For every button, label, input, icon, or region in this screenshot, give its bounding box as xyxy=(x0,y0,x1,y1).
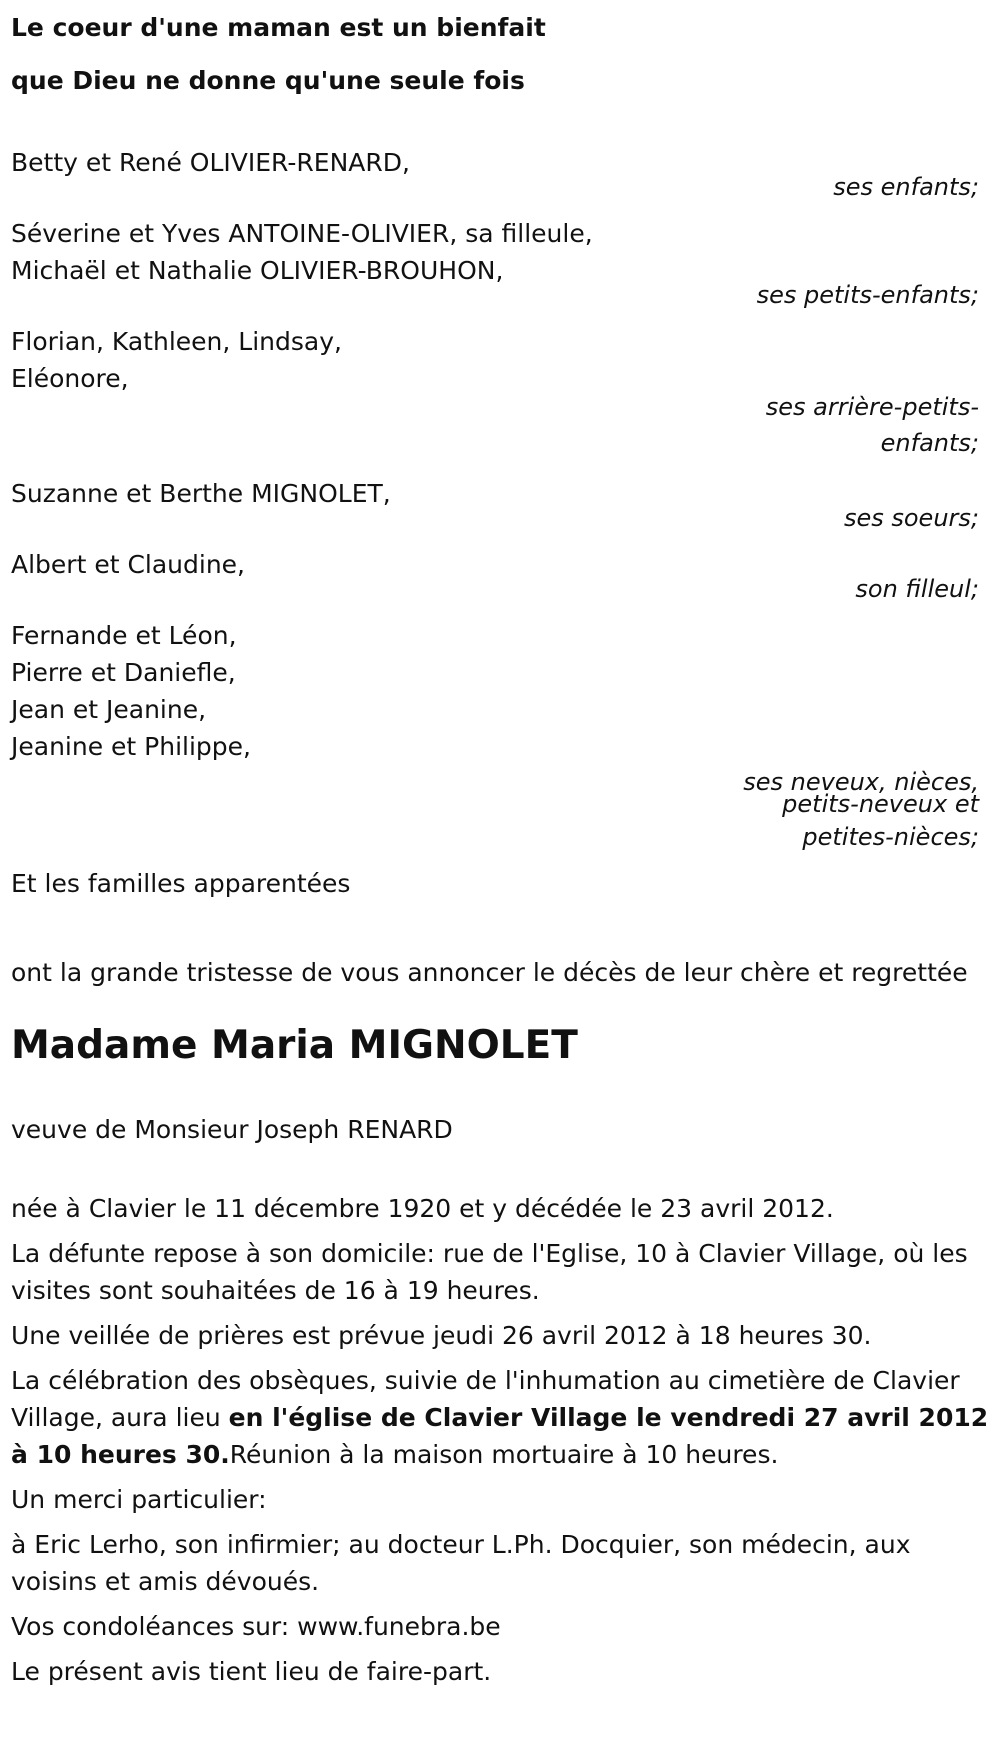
family-role: ses petits-enfants; xyxy=(756,281,979,309)
ceremony-paragraph xyxy=(11,1362,989,1473)
family-name: Suzanne et Berthe MIGNOLET, xyxy=(11,479,391,508)
thanks-title: Un merci particulier: xyxy=(11,1485,267,1514)
ceremony-gathering: Réunion à la maison mortuaire à 10 heures. xyxy=(229,1440,779,1469)
family-role: son filleul; xyxy=(855,575,979,603)
birth-death-line: née à Clavier le 11 décembre 1920 et y décédée le 23 avril 2012. xyxy=(11,1194,834,1223)
thanks-text: à Eric Lerho, son infirmier; au docteur L.Ph. Docquier, son médecin, aux voisins et amis dévoués. xyxy=(11,1530,911,1596)
family-group-nephews xyxy=(11,617,989,851)
family-name: Jeanine et Philippe, xyxy=(11,732,251,761)
family-name: Pierre et Daniefle, xyxy=(11,658,236,687)
family-role: petites-nièces; xyxy=(802,823,979,851)
family-name: Albert et Claudine, xyxy=(11,550,246,579)
family-name: Florian, Kathleen, Lindsay, xyxy=(11,327,342,356)
family-role: ses neveux, nièces, xyxy=(743,768,979,796)
family-role: ses soeurs; xyxy=(843,504,979,532)
family-name: Betty et René OLIVIER-RENARD, xyxy=(11,148,410,177)
ceremony-location-date: en l'église de Clavier Village le vendredi 27 avril 2012 à 10 heures 30. xyxy=(11,1403,989,1469)
funeral-details xyxy=(11,1190,989,1690)
family-group-godson xyxy=(11,546,989,603)
family-role: petits-neveux et xyxy=(782,790,979,818)
family-name: Eléonore, xyxy=(11,364,129,393)
deceased-name: Madame Maria MIGNOLET xyxy=(11,1023,578,1068)
family-group-great-grandchildren xyxy=(11,323,989,461)
family-group-children xyxy=(11,144,989,201)
family-group-grandchildren xyxy=(11,215,989,309)
family-role: ses enfants; xyxy=(833,173,979,201)
family-name: Séverine et Yves ANTOINE-OLIVIER, sa filleule, xyxy=(11,219,593,248)
family-group-sisters xyxy=(11,475,989,532)
family-role: ses arrière-petits- xyxy=(765,393,979,421)
repose-line: La défunte repose à son domicile: rue de l'Eglise, 10 à Clavier Village, où les visites sont souhaitées de 16 à 19 heures. xyxy=(11,1239,968,1305)
family-name: Fernande et Léon, xyxy=(11,621,237,650)
family-name: Jean et Jeanine, xyxy=(11,695,207,724)
widow-of: veuve de Monsieur Joseph RENARD xyxy=(11,1115,453,1144)
family-role: enfants; xyxy=(880,429,979,457)
motto-line-2: que Dieu ne donne qu'une seule fois xyxy=(11,66,525,95)
notice-line: Le présent avis tient lieu de faire-part. xyxy=(11,1657,492,1686)
condolences-line: Vos condoléances sur: www.funebra.be xyxy=(11,1612,501,1641)
vigil-line: Une veillée de prières est prévue jeudi 26 avril 2012 à 18 heures 30. xyxy=(11,1321,872,1350)
related-families: Et les familles apparentées xyxy=(11,869,351,898)
announcement-text: ont la grande tristesse de vous annoncer le décès de leur chère et regrettée xyxy=(11,958,968,987)
family-name: Michaël et Nathalie OLIVIER-BROUHON, xyxy=(11,256,504,285)
family-list xyxy=(11,144,989,851)
motto-line-1: Le coeur d'une maman est un bienfait xyxy=(11,13,546,42)
ceremony-text: La célébration des obsèques, suivie de l'inhumation au cimetière de Clavier Village, aura lieu xyxy=(11,1366,960,1432)
